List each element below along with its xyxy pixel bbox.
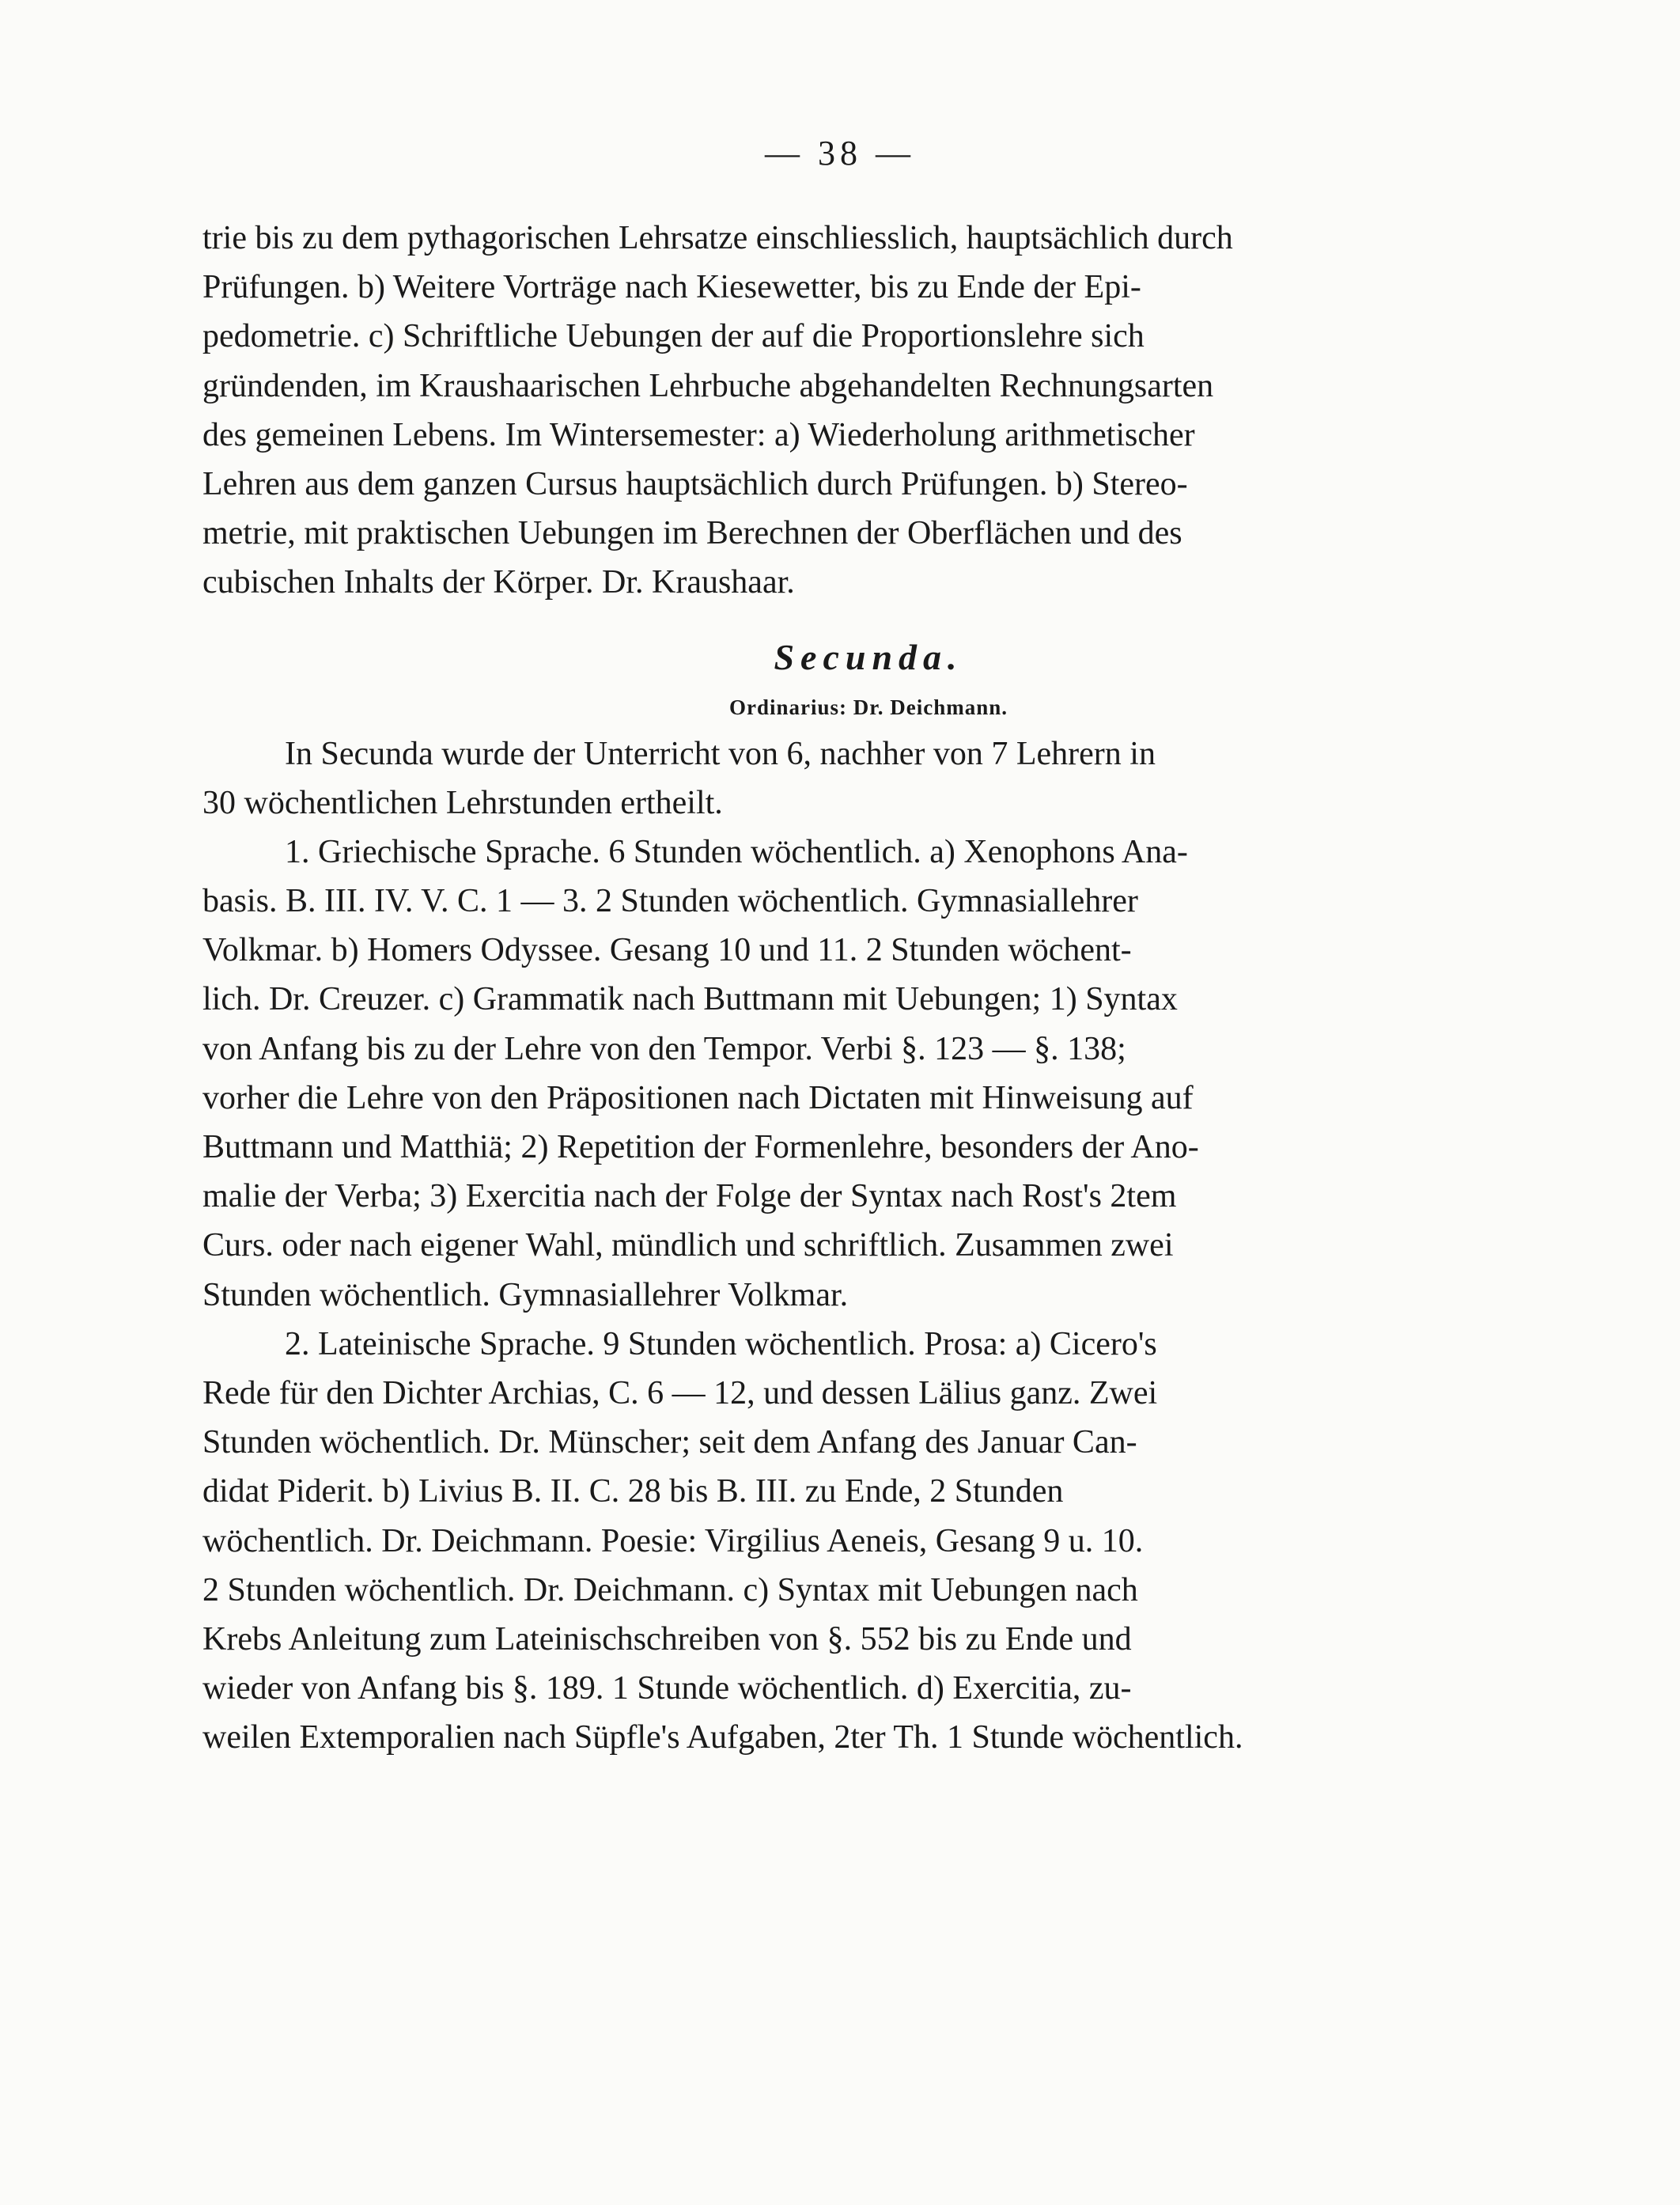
text-line: Krebs Anleitung zum Lateinischschreiben von §. 552 bis zu Ende und <box>202 1620 1132 1658</box>
text-line: gründenden, im Kraushaarischen Lehrbuche abgehandelten Rechnungsarten <box>202 367 1214 404</box>
text-line: von Anfang bis zu der Lehre von den Tempor. Verbi §. 123 — §. 138; <box>202 1030 1126 1067</box>
text-line: pedometrie. c) Schriftliche Uebungen der auf die Proportionslehre sich <box>202 318 1145 355</box>
text-line: Stunden wöchentlich. Dr. Münscher; seit dem Anfang des Januar Can- <box>202 1424 1137 1461</box>
text-line: lich. Dr. Creuzer. c) Grammatik nach Buttmann mit Uebungen; 1) Syntax <box>202 981 1178 1018</box>
text-line: malie der Verba; 3) Exercitia nach der Folge der Syntax nach Rost's 2tem <box>202 1178 1177 1215</box>
text-line: weilen Extemporalien nach Süpfle's Aufgaben, 2ter Th. 1 Stunde wöchentlich. <box>202 1719 1243 1756</box>
text-line: didat Piderit. b) Livius B. II. C. 28 bis B. III. zu Ende, 2 Stunden <box>202 1473 1064 1510</box>
text-line: trie bis zu dem pythagorischen Lehrsatze einschliesslich, hauptsächlich durch <box>202 220 1233 256</box>
text-line: 2. Lateinische Sprache. 9 Stunden wöchentlich. Prosa: a) Cicero's <box>285 1325 1157 1362</box>
text-line: metrie, mit praktischen Uebungen im Berechnen der Oberflächen und des <box>202 515 1182 552</box>
text-line: Rede für den Dichter Archias, C. 6 — 12, und dessen Lälius ganz. Zwei <box>202 1374 1158 1411</box>
text-line: Lehren aus dem ganzen Cursus hauptsächlich durch Prüfungen. b) Stereo- <box>202 465 1188 502</box>
text-line: wieder von Anfang bis §. 189. 1 Stunde wöchentlich. d) Exercitia, zu- <box>202 1670 1132 1707</box>
body-text <box>202 214 1534 1762</box>
text-line: In Secunda wurde der Unterricht von 6, nachher von 7 Lehrern in <box>285 735 1156 772</box>
section-title: Secunda. <box>774 636 963 677</box>
text-line: cubischen Inhalts der Körper. Dr. Kraushaar. <box>202 564 795 601</box>
text-line: wöchentlich. Dr. Deichmann. Poesie: Virgilius Aeneis, Gesang 9 u. 10. <box>202 1522 1144 1559</box>
text-line: Volkmar. b) Homers Odyssee. Gesang 10 und 11. 2 Stunden wöchent- <box>202 932 1132 969</box>
text-line: 30 wöchentlichen Lehrstunden ertheilt. <box>202 784 723 821</box>
page-number: — 38 — <box>765 134 915 172</box>
text-line: Stunden wöchentlich. Gymnasiallehrer Volkmar. <box>202 1276 849 1313</box>
text-line: Buttmann und Matthiä; 2) Repetition der Formenlehre, besonders der Ano- <box>202 1129 1199 1165</box>
text-line: Prüfungen. b) Weitere Vorträge nach Kiesewetter, bis zu Ende der Epi- <box>202 269 1141 306</box>
text-line: des gemeinen Lebens. Im Wintersemester: a) Wiederholung arithmetischer <box>202 416 1195 453</box>
text-line: Curs. oder nach eigener Wahl, mündlich und schriftlich. Zusammen zwei <box>202 1227 1174 1264</box>
text-line: vorher die Lehre von den Präpositionen nach Dictaten mit Hinweisung auf <box>202 1079 1194 1116</box>
text-line: 2 Stunden wöchentlich. Dr. Deichmann. c) Syntax mit Uebungen nach <box>202 1571 1138 1608</box>
text-line: basis. B. III. IV. V. C. 1 — 3. 2 Stunden wöchentlich. Gymnasiallehrer <box>202 883 1138 920</box>
text-line: 1. Griechische Sprache. 6 Stunden wöchentlich. a) Xenophons Ana- <box>285 833 1188 870</box>
ordinarius-line: Ordinarius: Dr. Deichmann. <box>728 695 1008 719</box>
